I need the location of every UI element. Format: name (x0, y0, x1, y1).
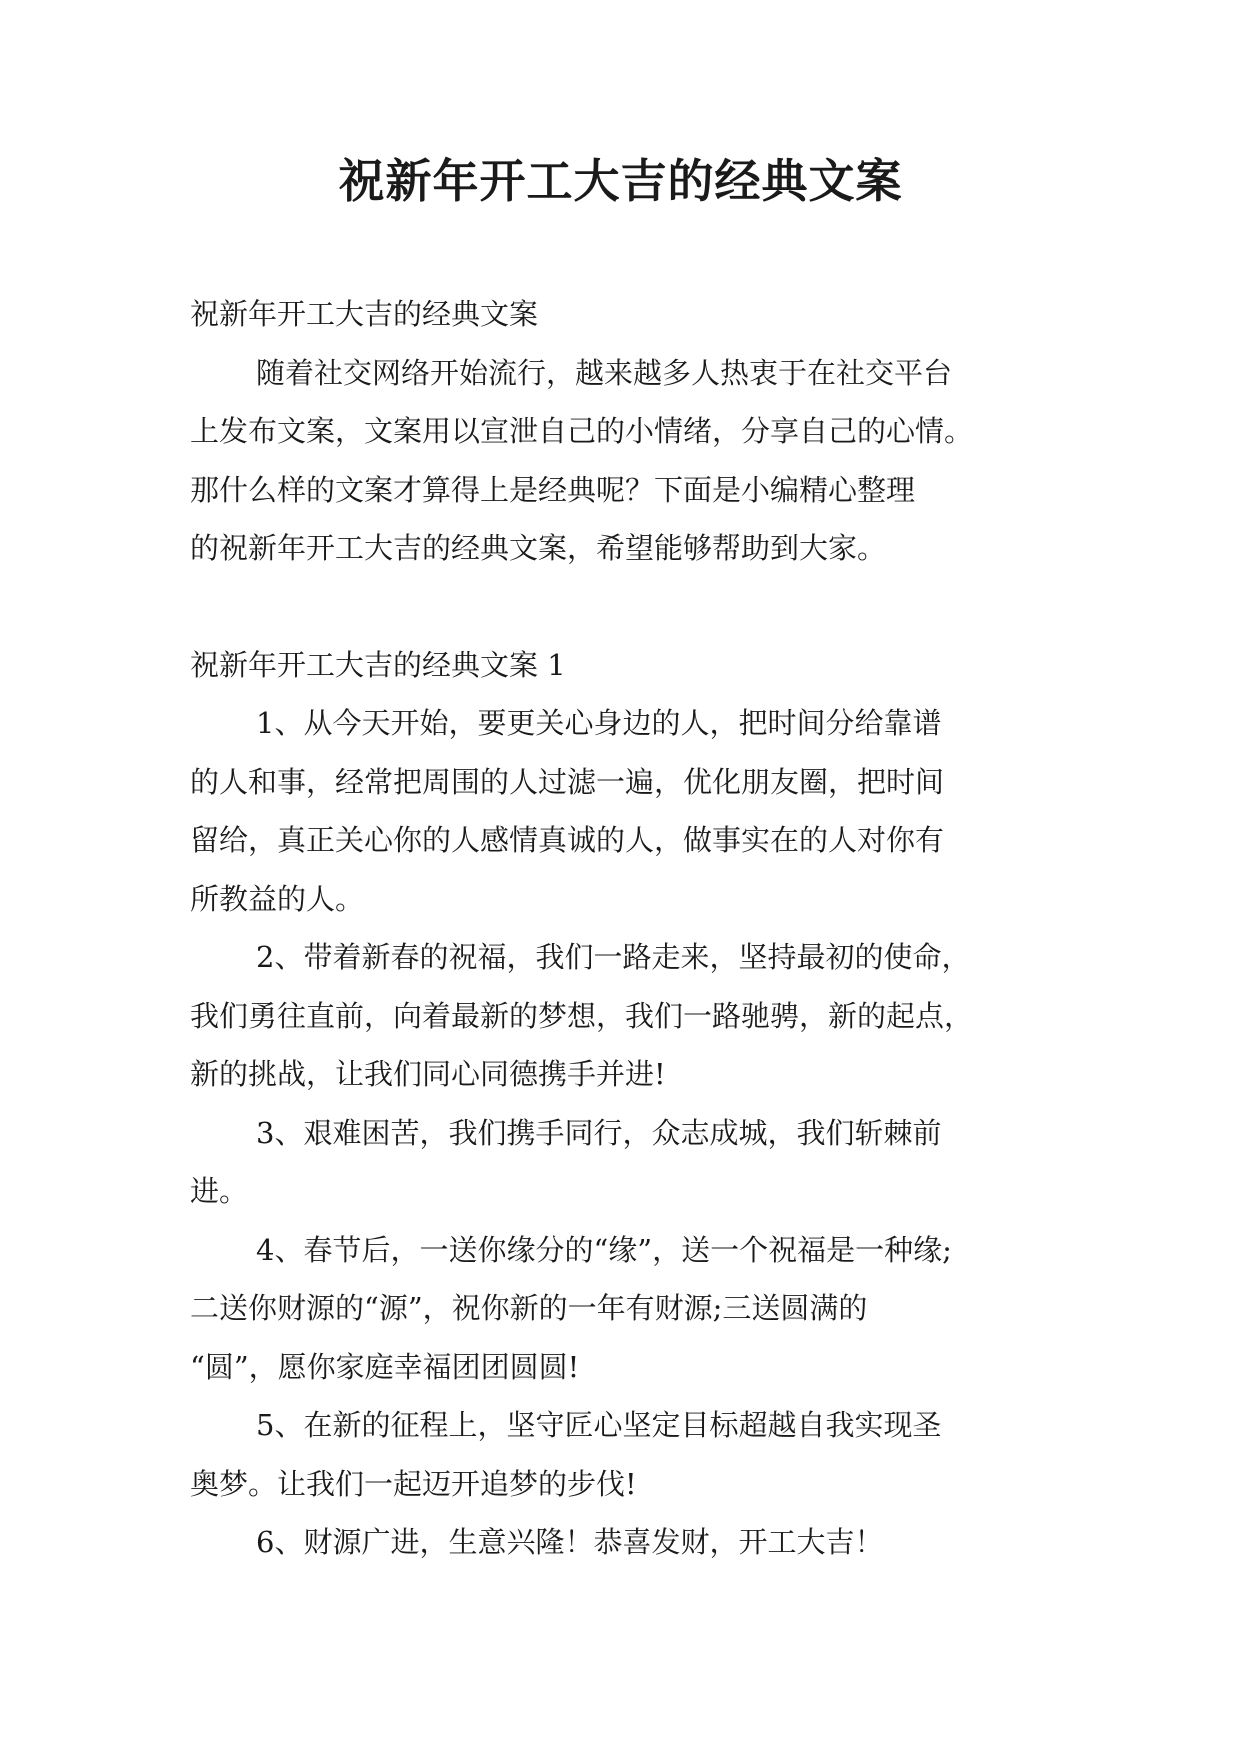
section-heading (190, 636, 1060, 695)
item-line: 6、财源广进，生意兴隆！恭喜发财，开工大吉！ (256, 1525, 884, 1559)
list-item (190, 1221, 1060, 1397)
item-line: 的人和事，经常把周围的人过滤一遍，优化朋友圈，把时间 (190, 764, 945, 799)
list-item (190, 1513, 1060, 1572)
item-line: 二送你财源的“源”，祝你新的一年有财源;三送圆满的 (190, 1291, 868, 1325)
section-heading-text: 祝新年开工大吉的经典文案 1 (190, 647, 566, 682)
intro-line: 上发布文案，文案用以宣泄自己的小情绪，分享自己的心情。 (190, 414, 974, 448)
item-line: 奥梦。让我们一起迈开追梦的步伐! (190, 1466, 637, 1501)
subtitle-line: 祝新年开工大吉的经典文案 (190, 297, 539, 331)
item-line: 1、从今天开始，要更关心身边的人，把时间分给靠谱 (256, 706, 942, 740)
paragraph-spacer (190, 578, 1060, 636)
list-item (190, 1104, 1060, 1221)
list-item (190, 694, 1060, 928)
item-line: 4、春节后，一送你缘分的“缘”，送一个祝福是一种缘; (256, 1232, 952, 1267)
intro-paragraph (190, 344, 1060, 578)
document-body (190, 285, 1060, 1572)
list-item (190, 928, 1060, 1104)
item-line: “圆”，愿你家庭幸福团团圆圆! (190, 1349, 580, 1384)
document-subtitle (190, 285, 1060, 344)
item-line: 3、艰难困苦，我们携手同行，众志成城，我们斩棘前 (256, 1115, 942, 1150)
document-title: 祝新年开工大吉的经典文案 (338, 154, 903, 208)
item-line: 2、带着新春的祝福，我们一路走来，坚持最初的使命， (256, 940, 971, 974)
item-line: 留给，真正关心你的人感情真诚的人，做事实在的人对你有 (190, 823, 945, 857)
intro-line: 那什么样的文案才算得上是经典呢？下面是小编精心整理 (190, 472, 916, 507)
intro-line: 的祝新年开工大吉的经典文案，希望能够帮助到大家。 (190, 531, 887, 565)
item-line: 新的挑战，让我们同心同德携手并进! (190, 1057, 666, 1091)
item-line: 所教益的人。 (190, 881, 365, 916)
intro-line: 随着社交网络开始流行，越来越多人热衷于在社交平台 (256, 355, 953, 390)
item-line: 我们勇往直前，向着最新的梦想，我们一路驰骋，新的起点， (190, 998, 974, 1033)
item-line: 5、在新的征程上，坚守匠心坚定目标超越自我实现圣 (256, 1408, 942, 1442)
list-item (190, 1396, 1060, 1513)
item-line: 进。 (190, 1174, 249, 1208)
